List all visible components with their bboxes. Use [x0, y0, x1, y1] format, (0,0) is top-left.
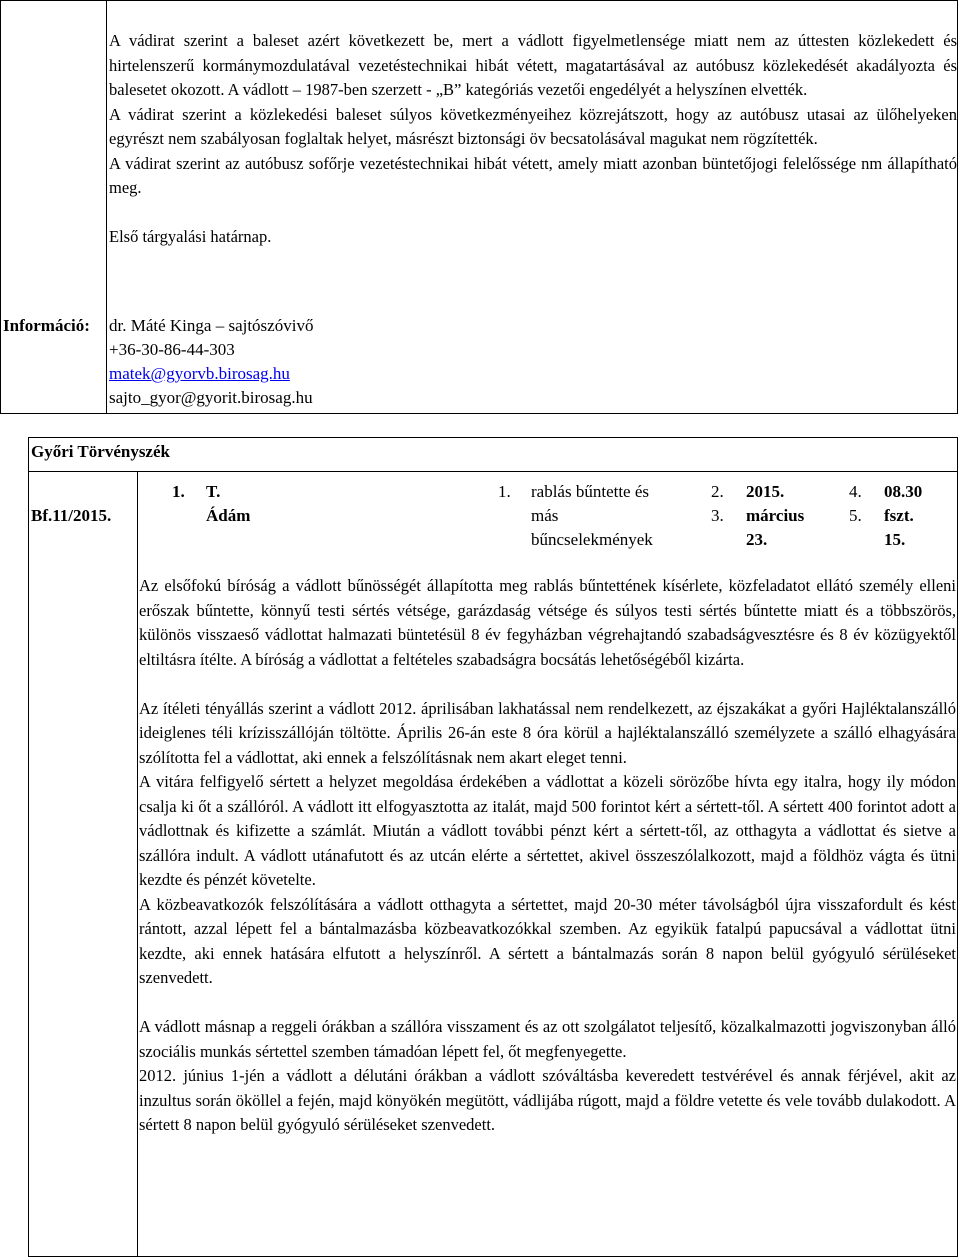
charge-line: bűncselekmények: [531, 530, 653, 549]
charge-line: más: [531, 506, 559, 525]
contact-block: [109, 314, 313, 410]
case-description: [109, 29, 957, 250]
case-description: [139, 574, 956, 1138]
detail-index: 5.: [849, 506, 862, 525]
date-index: 3.: [711, 506, 724, 525]
case-paragraph: A vádirat szerint a baleset azért következett be, mert a vádlott figyelmetlensége miatt nem az úttesten közlekedett és hirtelenszerű kormánymozdulatával vezetéstechnikai hibát vétett, magatartásával az autóbusz közlekedését akadályozta és balesetet okozott. A vádlott – 1987-ben szerzett - „B” kategóriás vezetői engedélyét a helyszínen elvették.: [109, 31, 957, 99]
hearing-year: 2015.: [746, 482, 785, 501]
hearing-month: március: [746, 506, 805, 525]
detail-index: 4.: [849, 482, 862, 501]
hearing-day: 23.: [746, 530, 768, 549]
contact-phone: +36-30-86-44-303: [109, 340, 235, 359]
case-notice-table-second: [28, 437, 958, 1257]
case-paragraph: A vitára felfigyelő sértett a helyzet megoldása érdekében a vádlottat a közeli sörözőbe hívta egy italra, hogy ily módon csalja ki őt a szállóról. A vádlott itt elfogyasztotta az italát, majd 500 forintot kért a sértett-től. A sértett 400 forintot adott a vádlottnak és kifizette a számlát. Miután a vádlott további pénzt kért a sértett-től, az otthagyta a vádlottat és sietve a szállóra indult. A vádlott utánafutott és az utcán elérte a sértettet, akivel összeszólalkozott, majd a földhöz vágta és ütni kezdte és pénzét követelte.: [139, 772, 956, 889]
info-label: Információ:: [3, 316, 90, 335]
defendant-initial: T.: [206, 482, 221, 501]
hearing-time: 08.30: [884, 482, 923, 501]
case-paragraph: A vádirat szerint a közlekedési baleset súlyos következményeihez közrejátszott, hogy az autóbusz utasai az ülőhelyeken egyrészt nem szabályosan foglaltak helyet, másrészt biztonsági öv becsatolásával magukat nem rögzítették.: [109, 104, 957, 148]
contact-email-link[interactable]: matek@gyorvb.birosag.hu: [109, 364, 290, 383]
case-paragraph: A vádirat szerint az autóbusz sofőrje vezetéstechnikai hibát vétett, amely miatt azonban büntetőjogi felelőssége nm állapítható meg.: [109, 153, 957, 197]
case-paragraph: A vádlott másnap a reggeli órákban a szállóra visszament és az ott szolgálatot teljesítő, közalkalmazotti jogviszonyban álló szociális munkás sértettel szemben támadóan lépett fel, őt megfenyegette.: [139, 1017, 956, 1061]
contact-name: dr. Máté Kinga – sajtószóvivő: [109, 316, 314, 335]
case-paragraph: Az elsőfokú bíróság a vádlott bűnösségét állapította meg rablás bűntettének kísérlete, közfeladatot ellátó személy elleni erőszak bűntette, könnyű testi sértés vétsége, garázdaság vétsége és súlyos testi sértés bűntette miatt és a többszörös, különös visszaeső vádlottat halmazati büntetésül 8 év fegyházban végrehajtandó szabadságvesztésre és 8 év közügyektől eltiltásra ítélte. A bíróság a vádlottat a feltételes szabadságra bocsátás lehetőségéből kizárta.: [139, 576, 956, 669]
contact-email: sajto_gyor@gyorit.birosag.hu: [109, 388, 313, 407]
hearing-floor: fszt.: [884, 506, 914, 525]
header-divider: [29, 471, 957, 472]
column-divider: [137, 471, 138, 1257]
case-paragraph: Az ítéleti tényállás szerint a vádlott 2012. áprilisában lakhatással nem rendelkezett, az éjszakákat a győri Hajléktalanszálló ideiglenes téli krízisszállóján töltötte. Április 26-án este 8 óra körül a hajléktalanszálló személyzete a szálló elhagyására szólította fel a vádlottat, aki ennek a felszólításnak nem akart eleget tenni.: [139, 698, 956, 767]
defendant-number: 1.: [172, 482, 185, 501]
case-paragraph: A közbeavatkozók felszólítására a vádlott otthagyta a sértettet, majd 20-30 méter távolságból újra visszafordult és kést rántott, azzal lépett fel a bántalmazásba közbeavatkozókkal szemben. Az egyikük fatalpú papucsával a vádlottat ütni kezdte, aki ennek hatására elfutott a helyszínről. A sértett a bántalmazás során 8 napon belül gyógyuló sérüléseket szenvedett.: [139, 894, 956, 987]
date-index: 2.: [711, 482, 724, 501]
case-notice-table-top: [0, 0, 958, 414]
defendant-name: Ádám: [206, 506, 251, 525]
hearing-room: 15.: [884, 530, 906, 549]
column-divider: [106, 1, 107, 413]
charge-number: 1.: [498, 482, 511, 501]
hearing-note: Első tárgyalási határnap.: [109, 227, 272, 246]
case-paragraph: 2012. június 1-jén a vádlott a délutáni órákban a vádlott szóváltásba keveredett testvérével és annak férjével, akit az inzultus során ököllel a fején, majd könyökén megütött, vádlijába rúgott, majd a földre vetette és vele tovább dulakodott. A sértett 8 napon belül gyógyuló sérüléseket szenvedett.: [139, 1066, 956, 1134]
case-number: Bf.11/2015.: [31, 506, 112, 525]
court-name: Győri Törvényszék: [31, 442, 170, 461]
charge-line: rablás bűntette és: [531, 482, 650, 501]
